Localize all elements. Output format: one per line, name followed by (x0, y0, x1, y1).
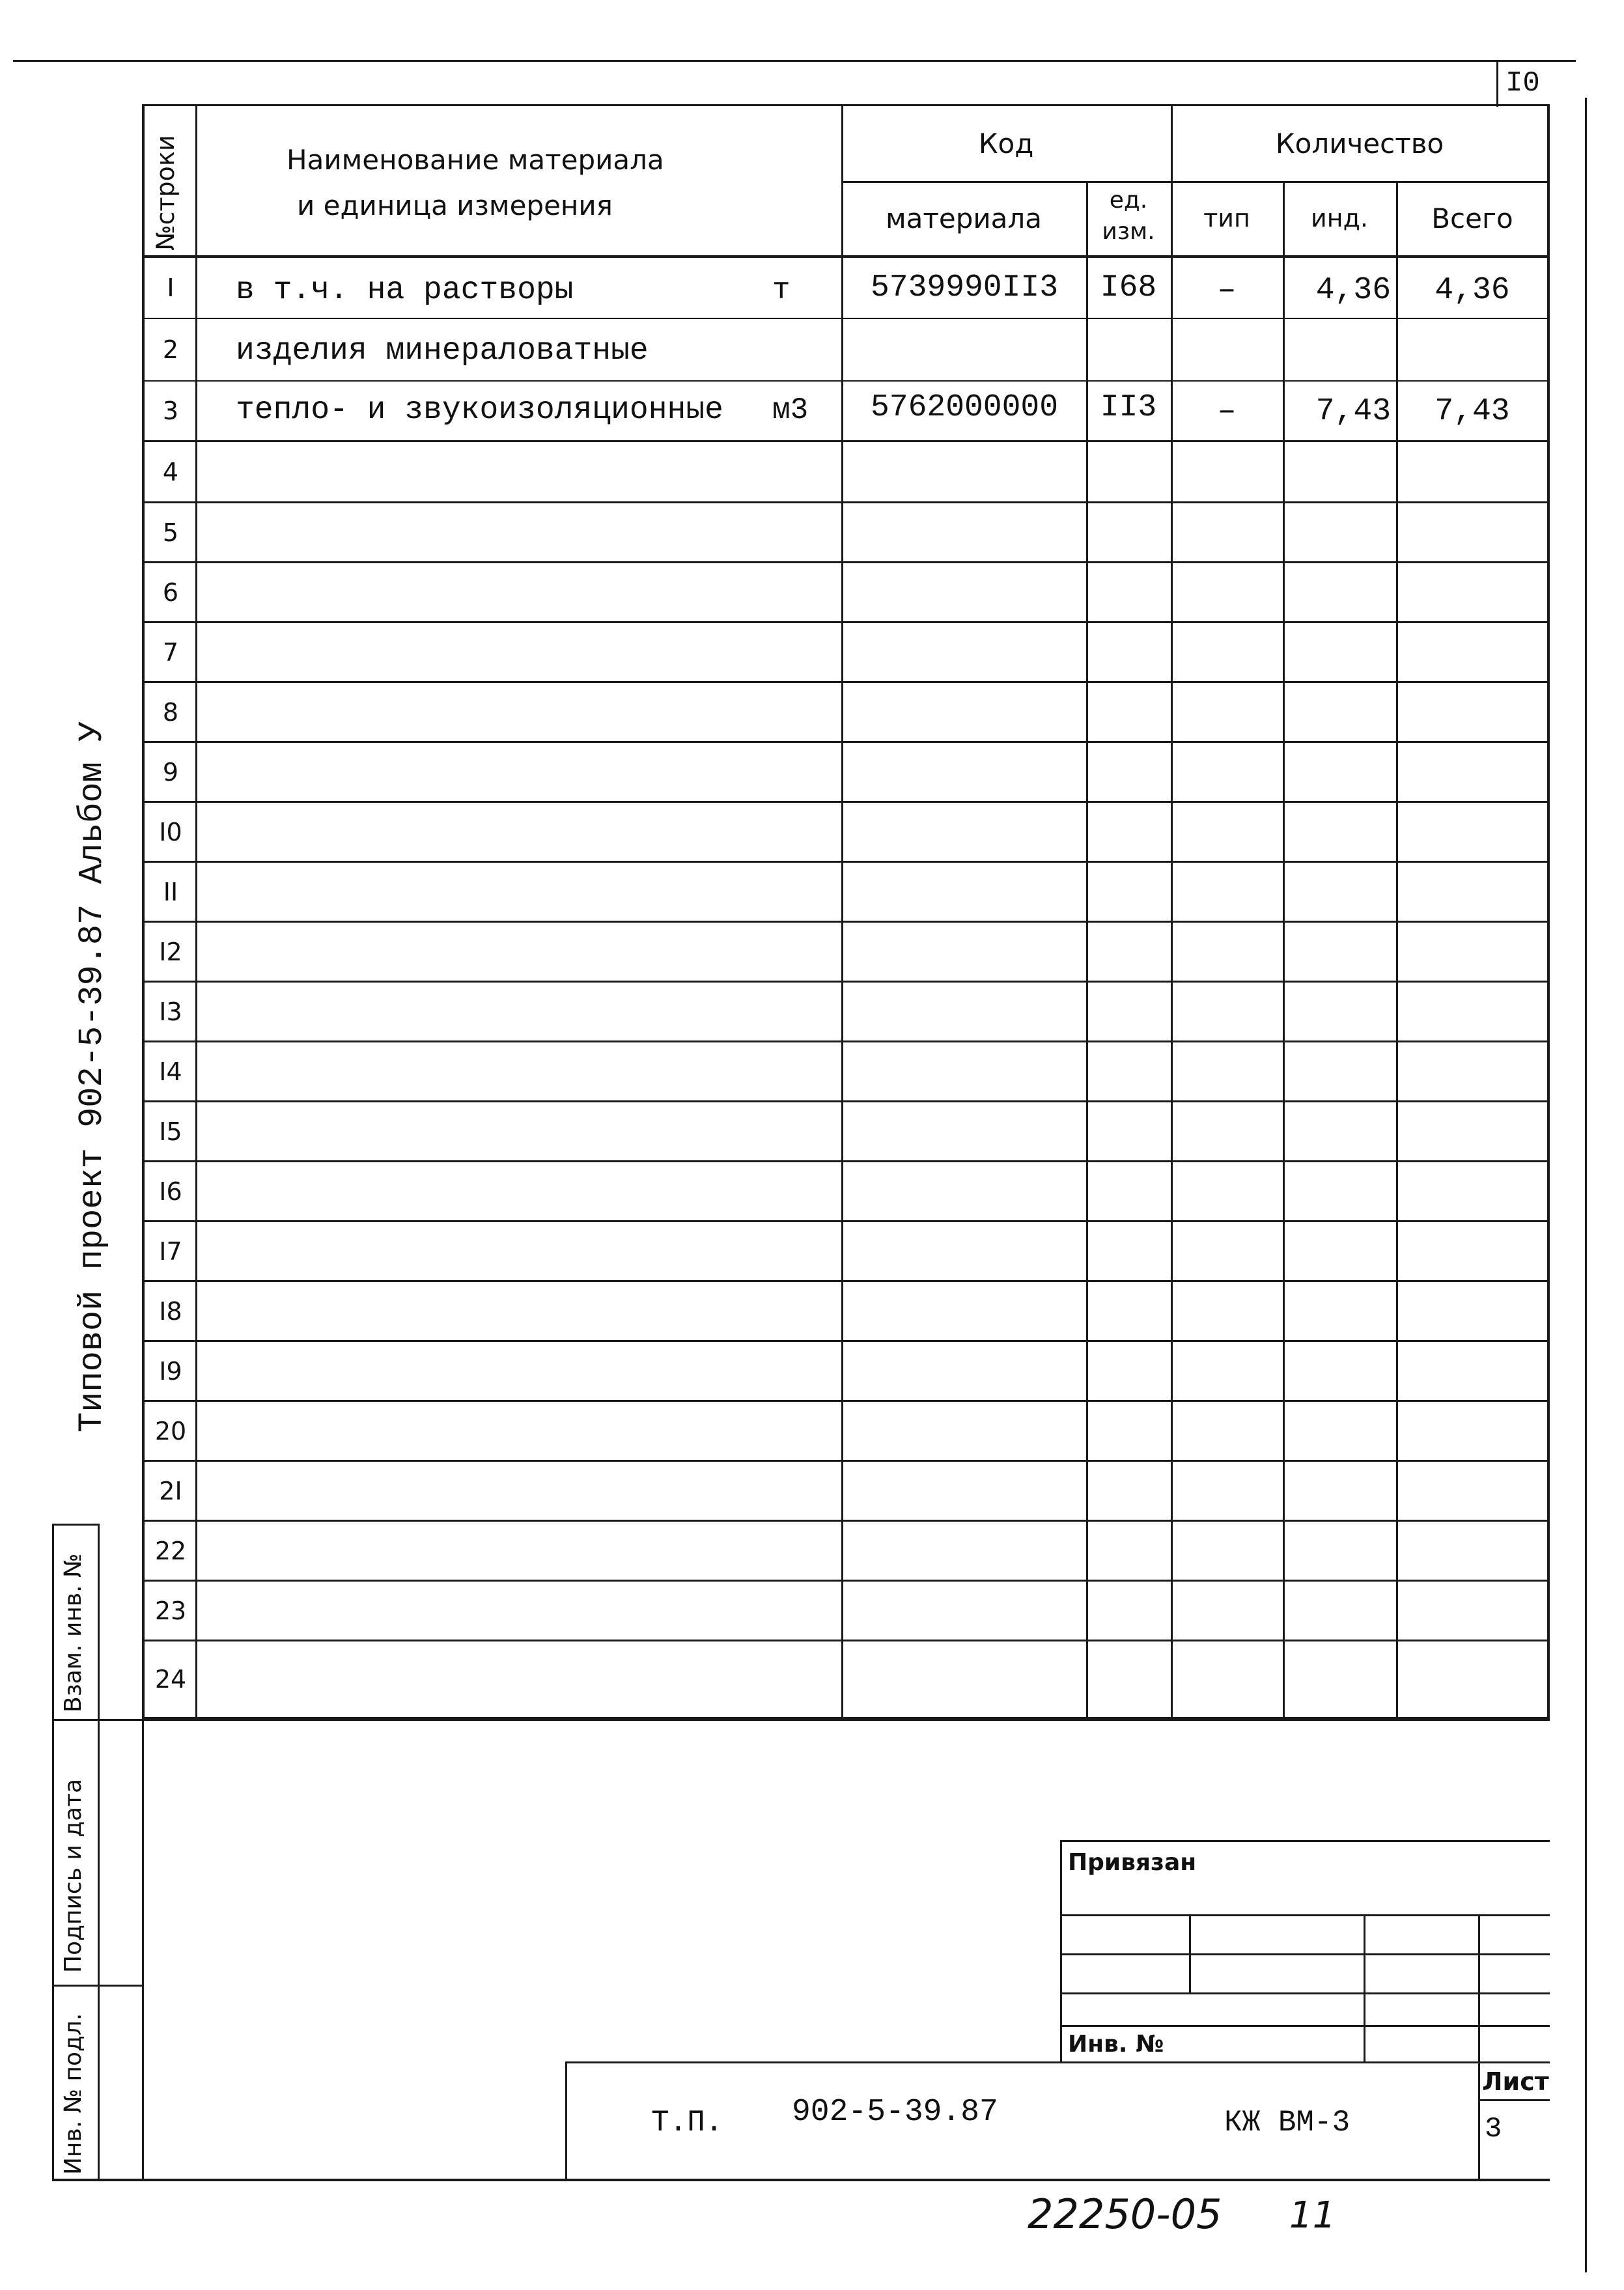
footer-sheet: 11 (1289, 2194, 1336, 2237)
header-name-line1: Наименование материала (287, 143, 664, 176)
header-code: Код (978, 127, 1034, 160)
row-number: 4 (162, 457, 179, 486)
row-number: 6 (162, 578, 179, 607)
header-subdivider (841, 181, 1548, 183)
right-border (1585, 98, 1587, 2272)
top-border (13, 60, 1576, 62)
privyazan-col-1 (1189, 1914, 1191, 1992)
col-line-code (841, 104, 843, 1719)
row-number: 20 (154, 1416, 187, 1445)
header-code-material: материала (885, 202, 1042, 234)
row-number: 8 (162, 697, 179, 727)
row-number: 3 (162, 397, 179, 425)
row-3-type: – (1217, 394, 1237, 429)
header-bottom (142, 255, 1548, 258)
stamp-top (52, 1524, 98, 1526)
stamp-podpis: Подпись и дата (60, 1778, 87, 1973)
row-2-name: изделия минераловатные (236, 333, 649, 369)
header-qty-total: Всего (1431, 202, 1513, 234)
row-3-unit-code: II3 (1100, 390, 1157, 425)
header-unit-line2: изм. (1102, 217, 1155, 245)
row-3-code: 5762000000 (870, 390, 1059, 425)
privyazan-left (1060, 1840, 1062, 2061)
sheet-label: Лист (1482, 2067, 1549, 2096)
row-number: 23 (154, 1596, 187, 1625)
row-number: I3 (159, 997, 182, 1026)
header-qty-type: тип (1203, 204, 1250, 232)
header-row-no: №строки (151, 135, 180, 251)
stamp-left-border (52, 1524, 54, 2181)
row-3-ind: 7,43 (1315, 394, 1391, 429)
sheet-divider (1478, 2099, 1550, 2101)
row-1-code: 5739990II3 (870, 270, 1059, 305)
privyazan-label: Привязан (1068, 1849, 1197, 1876)
header-name-line2: и единица измерения (297, 189, 613, 221)
side-title: Типовой проект 902-5-39.87 Альбом У (73, 721, 111, 1432)
stamp-main-left (565, 2061, 567, 2181)
row-number: I5 (159, 1117, 182, 1146)
privyazan-top (1060, 1840, 1550, 1842)
row-3-name: тепло- и звукоизоляционные (236, 393, 723, 428)
row-number: 22 (154, 1536, 187, 1565)
row-number: 7 (162, 637, 179, 667)
stamp-main-top (565, 2061, 1550, 2063)
stamp-inv-podl: Инв. № подл. (60, 2013, 87, 2175)
row-number: I7 (159, 1236, 182, 1266)
row-3-unit-symbol: м3 (772, 393, 809, 427)
page-number: I0 (1505, 67, 1540, 100)
row-1-name: в т.ч. на растворы (236, 273, 574, 308)
stamp-right-border (142, 1719, 144, 2181)
row-number: 5 (162, 518, 179, 547)
table-top (142, 104, 1548, 106)
row-1-total: 4,36 (1435, 273, 1510, 308)
row-number: I2 (159, 937, 182, 966)
table-right (1547, 104, 1550, 1719)
stamp-divider-2 (52, 1985, 143, 1987)
footer-number: 22250-05 (1028, 2190, 1222, 2238)
row-1-ind: 4,36 (1315, 273, 1391, 308)
row-number: I (167, 273, 175, 302)
col-line-qty (1171, 104, 1173, 1719)
stamp-divider-1 (52, 1719, 1550, 1721)
row-number: II (163, 877, 178, 906)
row-3-total: 7,43 (1435, 394, 1510, 429)
row-number: I9 (159, 1356, 182, 1386)
row-number: 9 (162, 757, 179, 787)
privyazan-col-3 (1478, 1914, 1480, 2179)
doc-code: КЖ ВМ-3 (1224, 2106, 1351, 2140)
header-qty-ind: инд. (1311, 204, 1368, 232)
row-1-unit-symbol: т (772, 273, 791, 307)
row-number: I4 (159, 1057, 182, 1086)
row-number: I6 (159, 1177, 182, 1206)
tp-label: Т.П. (651, 2106, 723, 2140)
privyazan-row-1 (1060, 1914, 1550, 1916)
header-quantity: Количество (1275, 127, 1444, 160)
privyazan-col-2 (1364, 1914, 1365, 2061)
privyazan-row-2 (1060, 1953, 1550, 1955)
row-number: 2 (162, 335, 179, 364)
inv-no-label: Инв. № (1068, 2030, 1164, 2058)
row-1-unit-code: I68 (1100, 270, 1157, 305)
stamp-mid-border (98, 1524, 100, 2181)
row-number: 24 (154, 1665, 187, 1694)
bottom-border (52, 2179, 1550, 2181)
row-number: I0 (159, 817, 182, 846)
row-number: I8 (159, 1296, 182, 1326)
stamp-vzam: Взам. инв. № (60, 1553, 87, 1712)
sheet-number: 3 (1485, 2113, 1502, 2145)
row-1-type: – (1217, 273, 1237, 308)
privyazan-row-3 (1060, 1992, 1550, 1994)
project-number: 902-5-39.87 (792, 2095, 998, 2130)
header-unit-line1: ед. (1109, 186, 1148, 214)
row-number: 2I (159, 1476, 182, 1505)
page-number-box-left (1496, 60, 1498, 107)
